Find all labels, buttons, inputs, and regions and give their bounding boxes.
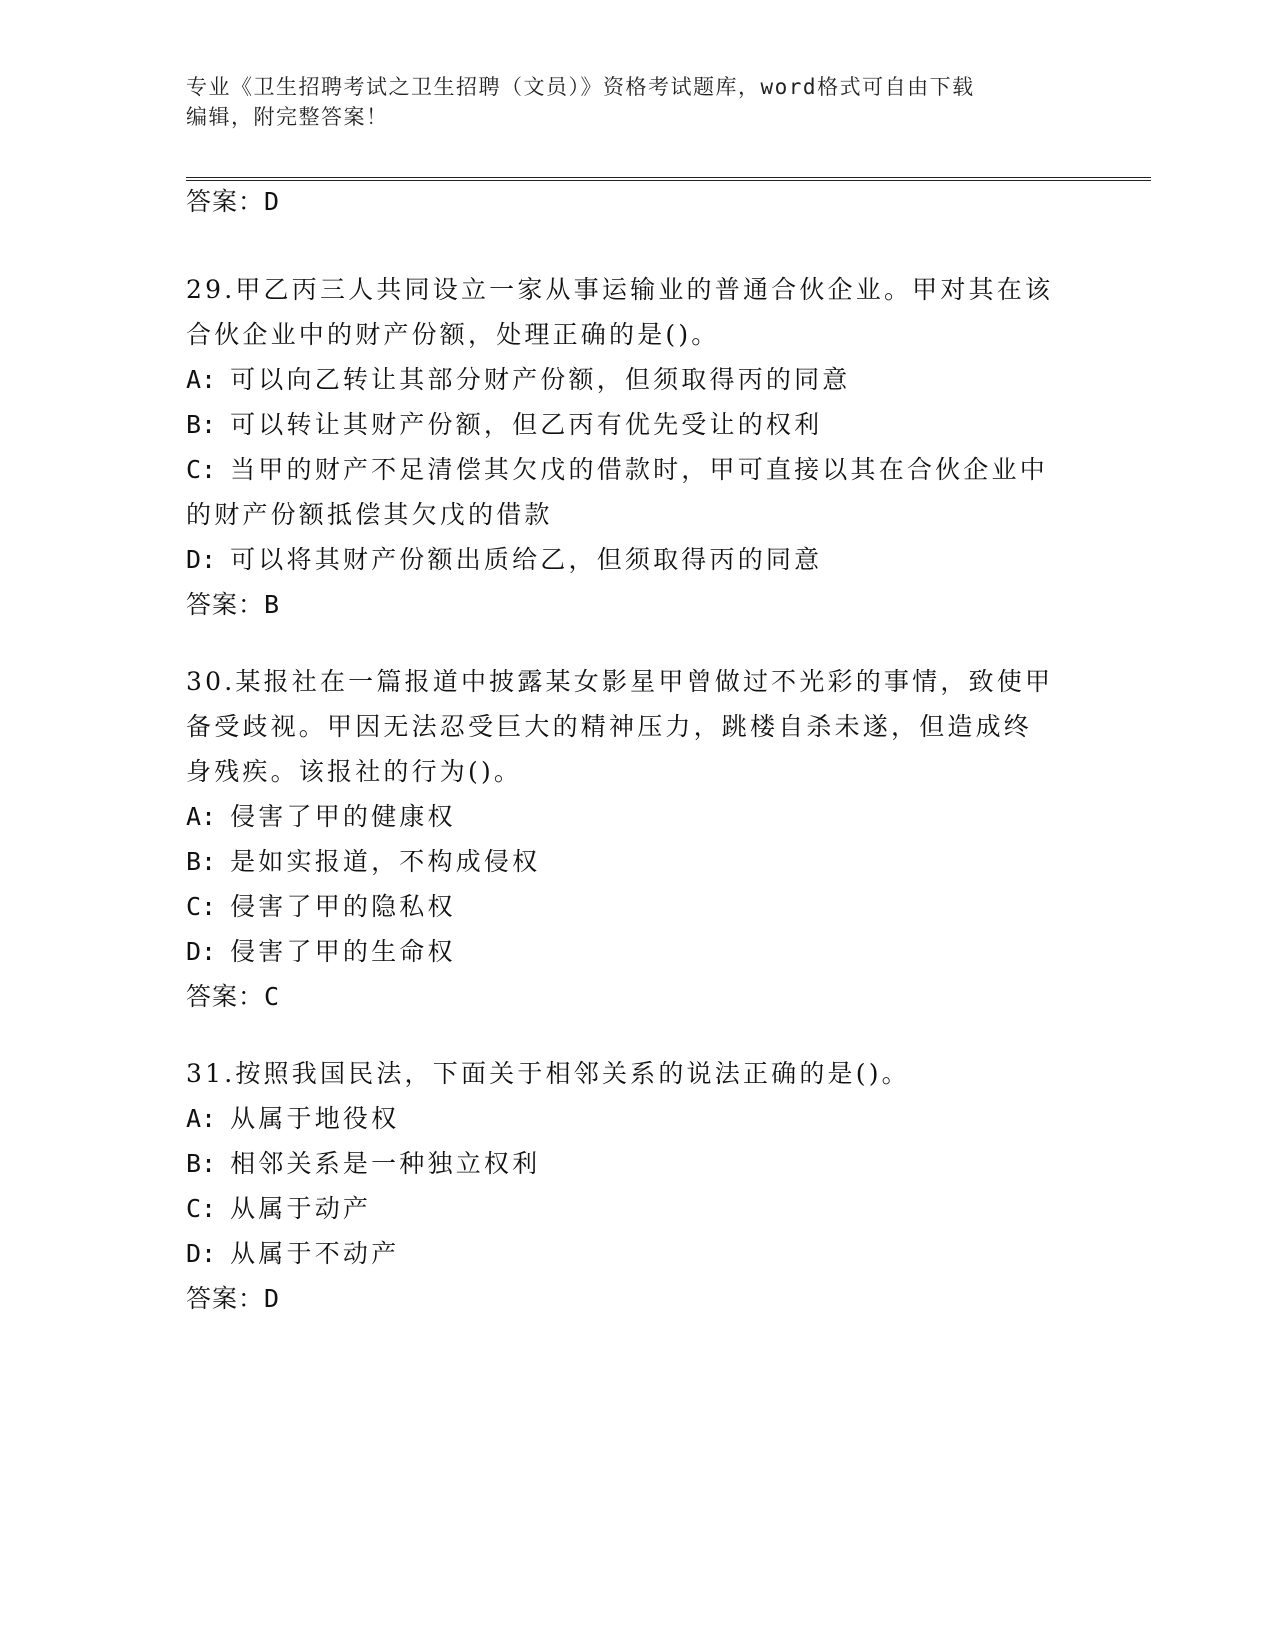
option-text: 从属于动产 xyxy=(230,1194,372,1223)
option-text: 从属于不动产 xyxy=(230,1239,400,1268)
option-text: 相邻关系是一种独立权利 xyxy=(230,1149,541,1178)
option-key: C: xyxy=(186,1194,217,1223)
option-key: B: xyxy=(186,1149,217,1178)
option-key: C: xyxy=(186,455,217,484)
option-key: D: xyxy=(186,545,217,574)
option-key: B: xyxy=(186,410,217,439)
option-text: 可以将其财产份额出质给乙，但须取得丙的同意 xyxy=(230,545,823,574)
option-c-continued: 的财产份额抵偿其欠戊的借款 xyxy=(186,500,553,529)
option-key: A: xyxy=(186,1104,217,1133)
question-text-line: 31.按照我国民法，下面关于相邻关系的说法正确的是()。 xyxy=(186,1059,910,1088)
option-key: A: xyxy=(186,802,217,831)
header-line-1: 专业《卫生招聘考试之卫生招聘（文员）》资格考试题库，word格式可自由下载 xyxy=(186,75,975,99)
option-key: A: xyxy=(186,365,217,394)
option-text: 是如实报道，不构成侵权 xyxy=(230,847,541,876)
option-text: 侵害了甲的生命权 xyxy=(230,937,456,966)
option-key: D: xyxy=(186,937,217,966)
question-text-line: 身残疾。该报社的行为()。 xyxy=(186,757,523,786)
question-text-line: 备受歧视。甲因无法忍受巨大的精神压力，跳楼自杀未遂，但造成终 xyxy=(186,712,1033,741)
option-b xyxy=(186,402,1086,447)
option-d xyxy=(186,537,1086,582)
option-key: C: xyxy=(186,892,217,921)
previous-answer: 答案：D xyxy=(186,187,281,216)
option-key: B: xyxy=(186,847,217,876)
option-d xyxy=(186,929,1086,974)
question-30 xyxy=(186,659,1086,1019)
option-b xyxy=(186,1141,1086,1186)
option-c xyxy=(186,884,1086,929)
option-a xyxy=(186,1096,1086,1141)
option-text: 侵害了甲的隐私权 xyxy=(230,892,456,921)
option-a xyxy=(186,357,1086,402)
answer-line: 答案：D xyxy=(186,1284,281,1313)
option-a xyxy=(186,794,1086,839)
question-text-line: 29.甲乙丙三人共同设立一家从事运输业的普通合伙企业。甲对其在该 xyxy=(186,275,1054,304)
question-29 xyxy=(186,267,1086,627)
question-31 xyxy=(186,1051,1086,1321)
option-text: 可以向乙转让其部分财产份额，但须取得丙的同意 xyxy=(230,365,851,394)
option-c xyxy=(186,1186,1086,1231)
option-d xyxy=(186,1231,1086,1276)
question-text-line: 30.某报社在一篇报道中披露某女影星甲曾做过不光彩的事情，致使甲 xyxy=(186,667,1054,696)
option-c xyxy=(186,447,1086,492)
option-text: 可以转让其财产份额，但乙丙有优先受让的权利 xyxy=(230,410,823,439)
option-text: 从属于地役权 xyxy=(230,1104,400,1133)
answer-line: 答案：B xyxy=(186,590,281,619)
header-divider xyxy=(186,177,1151,181)
question-text-line: 合伙企业中的财产份额，处理正确的是()。 xyxy=(186,320,720,349)
document-header xyxy=(186,72,1076,132)
option-text: 侵害了甲的健康权 xyxy=(230,802,456,831)
option-text: 当甲的财产不足清偿其欠戊的借款时，甲可直接以其在合伙企业中 xyxy=(230,455,1048,484)
answer-line: 答案：C xyxy=(186,982,281,1011)
header-line-2: 编辑，附完整答案！ xyxy=(186,105,389,129)
option-b xyxy=(186,839,1086,884)
option-key: D: xyxy=(186,1239,217,1268)
